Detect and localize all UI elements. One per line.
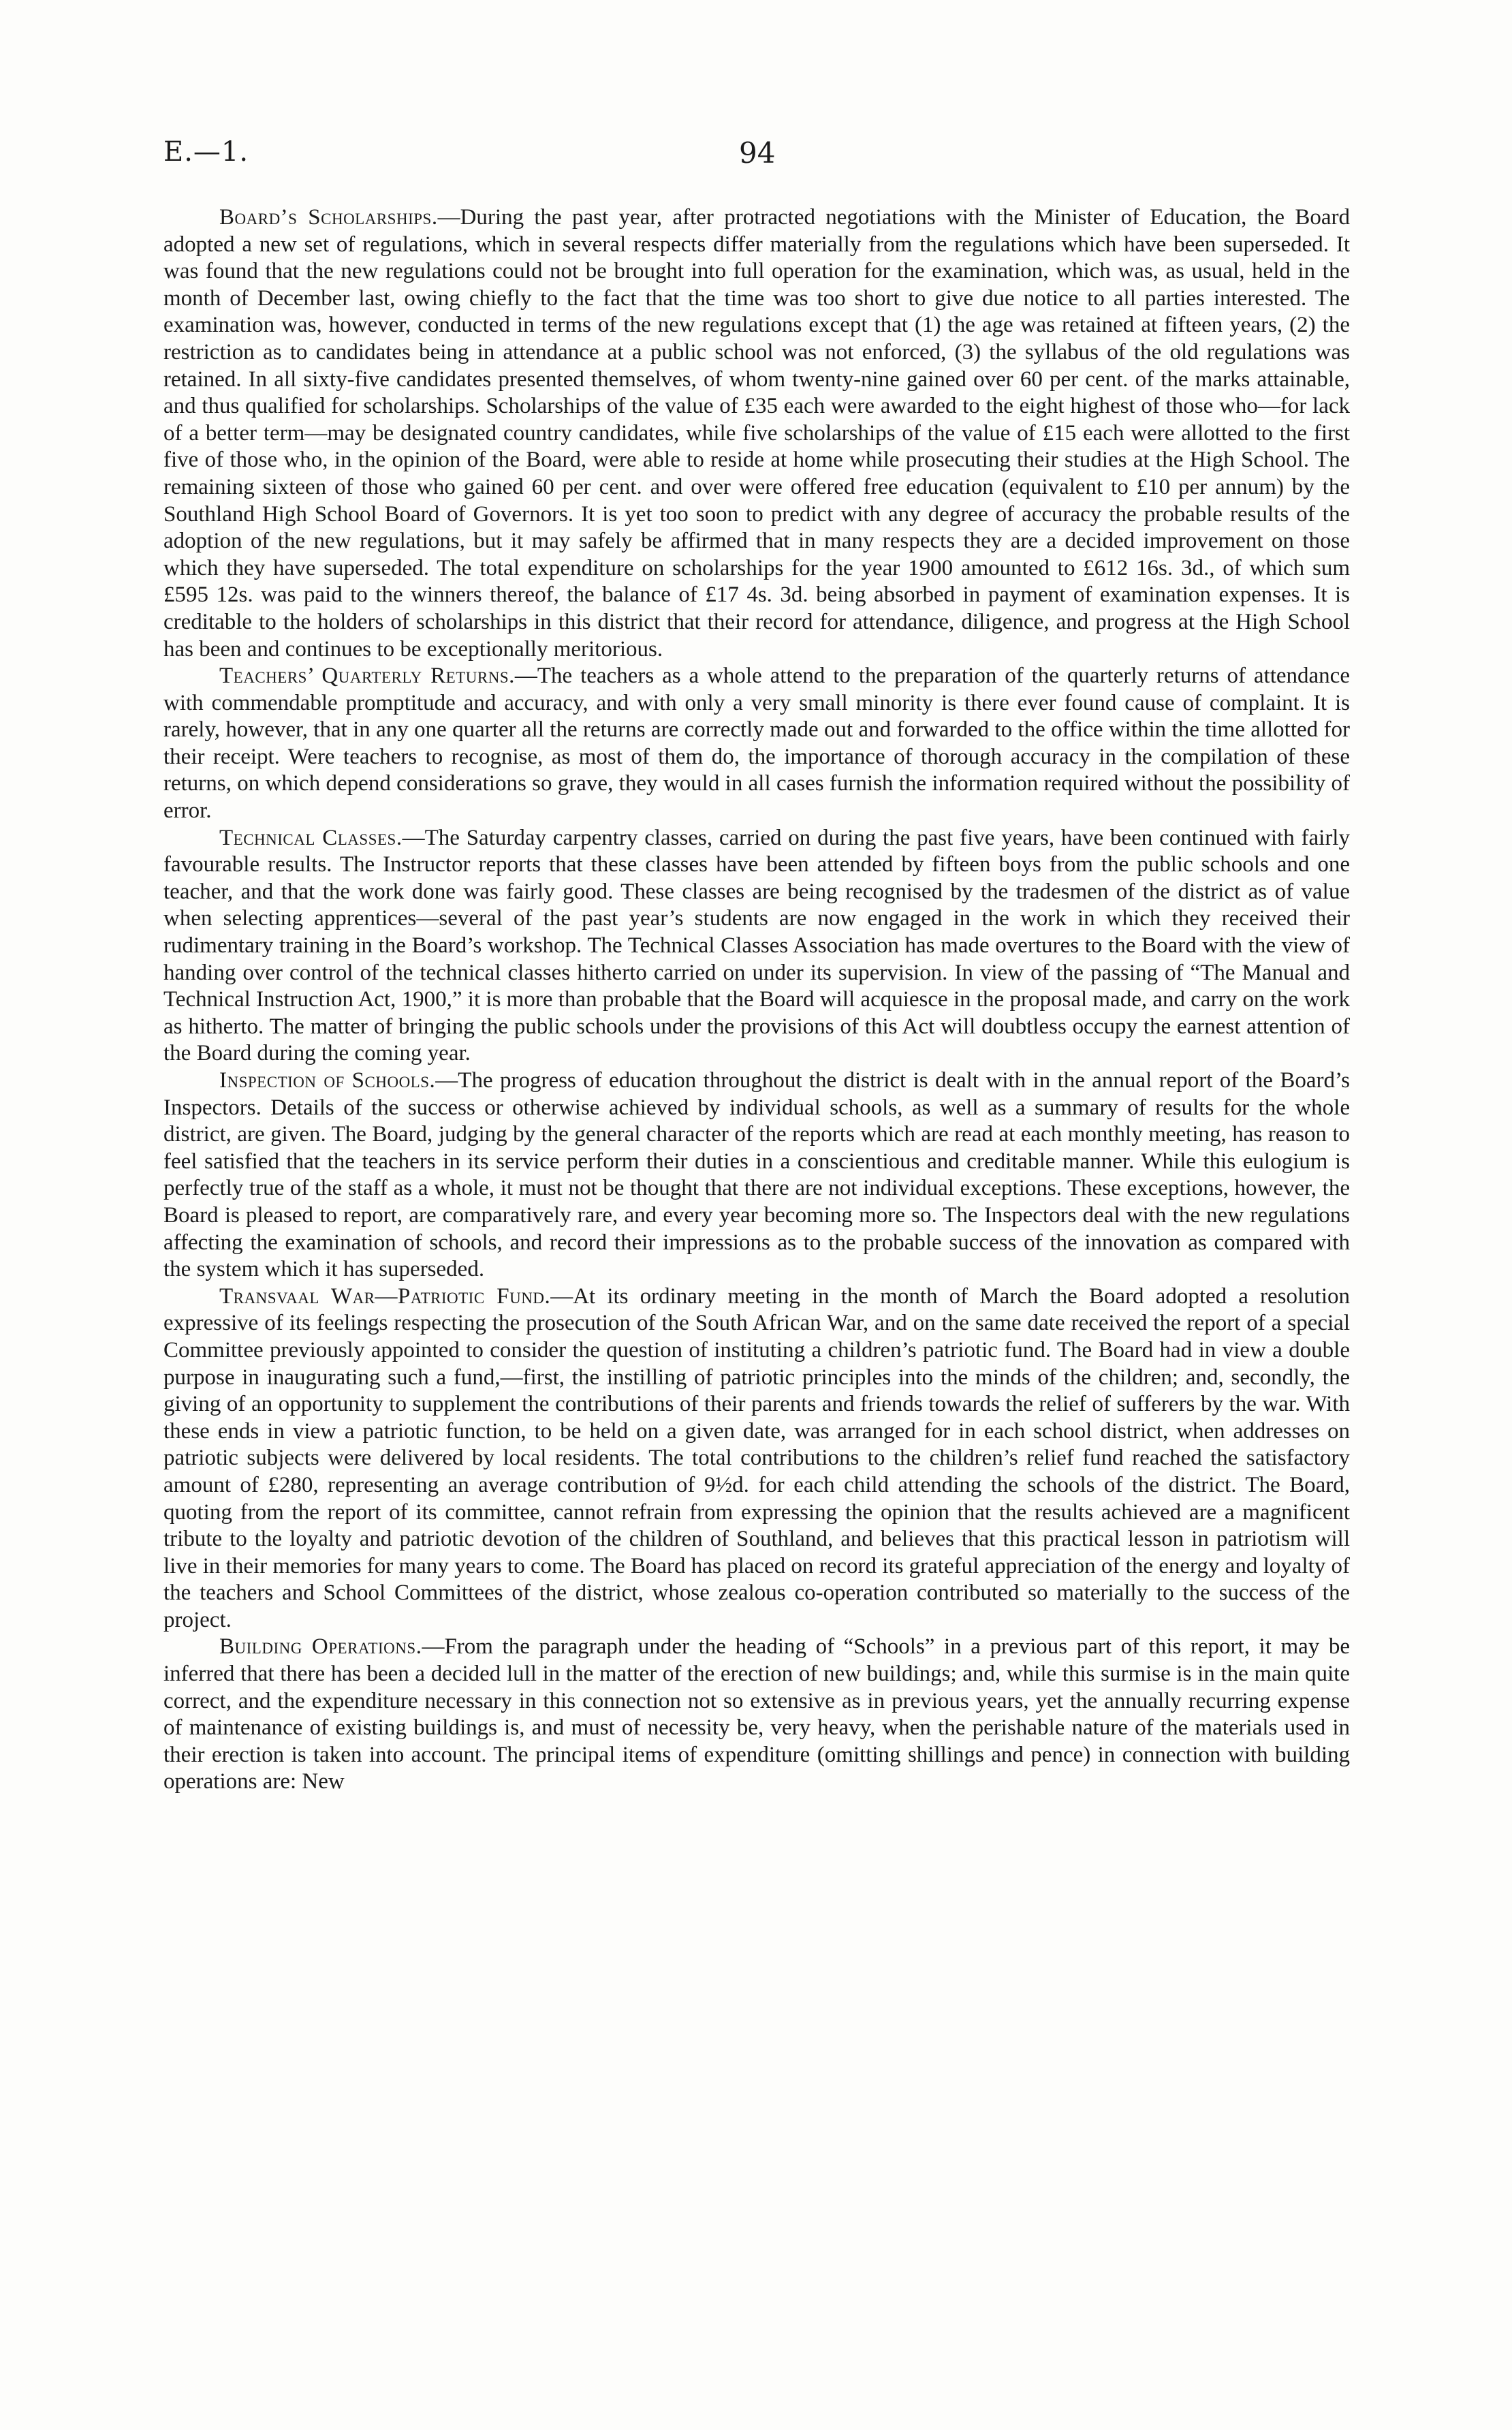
paragraph-text: —During the past year, after protracted negotiations with the Minister of Education, the Board adopted a new set of regulations, which in several respects differ materially from the regulations which have been superseded. It was found that the new regulations could not be brought into full operation for the examination, which was, as usual, held in the month of December last, owing chiefly to the fact that the time was too short to give due notice to all parties interested. The examination was, however, conducted in terms of the new regulations except that (1) the age was retained at fifteen years, (2) the restriction as to candidates being in attendance at a public school was not enforced, (3) the syllabus of the old regulations was retained. In all sixty-five candidates presented themselves, of whom twenty-nine gained over 60 per cent. of the marks attainable, and thus qualified for scholarships. Scholarships of the value of £35 each were awarded to the eight highest of those who—for lack of a better term—may be designated country candidates, while five scholarships of the value of £15 each were allotted to the first five of those who, in the opinion of the Board, were able to reside at home while prosecuting their studies at the High School. The remaining sixteen of those who gained 60 per cent. and over were offered free education (equivalent to £10 per annum) by the Southland High School Board of Governors. It is yet too soon to predict with any degree of accuracy the probable results of the adoption of the new regulations, but it may safely be affirmed that in many respects they are a decided improvement on those which they have superseded. The total expenditure on scholarships for the year 1900 amounted to £612 16s. 3d., of which sum £595 12s. was paid to the winners thereof, the balance of £17 4s. 3d. being absorbed in payment of examination expenses. It is creditable to the holders of scholarships in this district that their record for attendance, diligence, and progress at the High School has been and continues to be exceptionally meritorious. [163, 205, 1350, 661]
paragraph-transvaal-war-patriotic-fund [163, 1283, 1350, 1634]
paragraph-heading: Building Operations. [219, 1634, 422, 1660]
paragraph-text: —The Saturday carpentry classes, carried on during the past five years, have been continued with fairly favourable results. The Instructor reports that these classes have been attended by fifteen boys from the public schools and one teacher, and that the work done was fairly good. These classes are being recognised by the tradesmen of the district as of value when selecting apprentices—several of the past year’s students are now engaged in the work in which they received their rudimentary training in the Board’s workshop. The Technical Classes Association has made overtures to the Board with the view of handing over control of the technical classes hitherto carried on under its supervision. In view of the passing of “The Manual and Technical Instruction Act, 1900,” it is more than probable that the Board will acquiesce in the proposal made, and carry on the work as hitherto. The matter of bringing the public schools under the provisions of this Act will doubtless occupy the earnest attention of the Board during the coming year. [163, 825, 1350, 1066]
paragraph-heading: Board’s Scholarships. [219, 205, 438, 230]
paragraph-heading: Inspection of Schools. [219, 1068, 436, 1093]
paragraph-teachers-quarterly-returns [163, 663, 1350, 825]
paragraph-heading: Teachers’ Quarterly Returns. [219, 664, 515, 689]
report-body [163, 204, 1350, 1796]
paragraph-building-operations [163, 1634, 1350, 1796]
paragraph-heading: Technical Classes. [219, 825, 403, 850]
page-header [163, 136, 1352, 177]
paragraph-text: —From the paragraph under the heading of “Schools” in a previous part of this report, it may be inferred that there has been a decided lull in the matter of the erection of new buildings; and, while this surmise is in the main quite correct, and the expenditure necessary in this connection not so extensive as in previous years, yet the annually recurring expense of maintenance of existing buildings is, and must of necessity be, very heavy, when the perishable nature of the materials used in their erection is taken into account. The principal items of expenditure (omitting shillings and pence) in connection with building operations are: New [163, 1634, 1350, 1794]
paragraph-inspection-of-schools [163, 1068, 1350, 1283]
paragraph-text: —The teachers as a whole attend to the preparation of the quarterly returns of attendance with commendable promptitude and accuracy, and with only a very small minority is there ever found cause of complaint. It is rarely, however, that in any one quarter all the returns are correctly made out and forwarded to the office within the time allotted for their receipt. Were teachers to recognise, as most of them do, the importance of thorough accuracy in the compilation of these returns, on which depend considerations so grave, they would in all cases furnish the information required without the possibility of error. [163, 664, 1350, 824]
paragraph-boards-scholarships [163, 204, 1350, 663]
paragraph-text: —The progress of education throughout the district is dealt with in the annual report of the Board’s Inspectors. Details of the success or otherwise achieved by individual schools, as well as a summary of results for the whole district, are given. The Board, judging by the general character of the reports which are read at each monthly meeting, has reason to feel satisfied that the teachers in its service perform their duties in a conscientious and creditable manner. While this eulogium is perfectly true of the staff as a whole, it must not be thought that there are not individual exceptions. These exceptions, however, the Board is pleased to report, are comparatively rare, and every year becoming more so. The Inspectors deal with the new regulations affecting the examination of schools, and record their impressions as to the probable success of the innovation as compared with the system which it has superseded. [163, 1068, 1350, 1282]
document-code: E.—1. [163, 136, 249, 168]
paragraph-text: —At its ordinary meeting in the month of March the Board adopted a resolution expressive of its feelings respecting the prosecution of the South African War, and on the same date received the report of a special Committee previously appointed to consider the question of instituting a children’s patriotic fund. The Board had in view a double purpose in inaugurating such a fund,—first, the instilling of patriotic principles into the minds of the children; and, secondly, the giving of an opportunity to supplement the contributions of their parents and friends towards the relief of sufferers by the war. With these ends in view a patriotic function, to be held on a given date, was arranged for in each school district, when addresses on patriotic subjects were delivered by local residents. The total contributions to the children’s relief fund reached the satisfactory amount of £280, representing an average contribution of 9½d. for each child attending the schools of the district. The Board, quoting from the report of its committee, cannot refrain from expressing the opinion that the results achieved are a magnificent tribute to the loyalty and patriotic devotion of the children of Southland, and believes that this practical lesson in patriotism will live in their memories for many years to come. The Board has placed on record its grateful appreciation of the energy and loyalty of the teachers and School Committees of the district, whose zealous co-operation contributed so materially to the success of the project. [163, 1283, 1350, 1632]
paragraph-heading: Transvaal War—Patriotic Fund. [219, 1283, 551, 1309]
page-number: 94 [739, 136, 776, 170]
paragraph-technical-classes [163, 825, 1350, 1068]
